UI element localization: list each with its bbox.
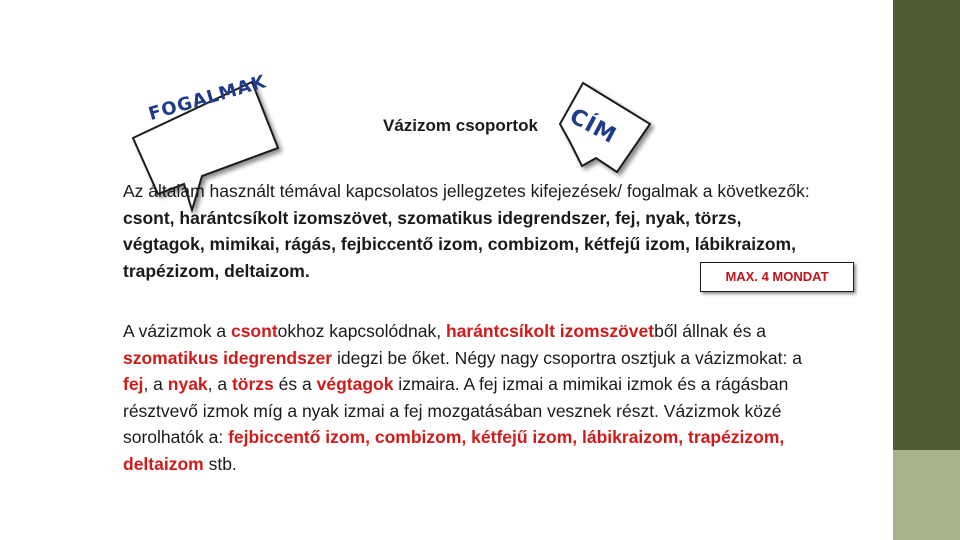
keyword-muscle-list: fejbiccentő izom, combizom, kétfejű izom, lábikraizom, trapézizom, deltaizom xyxy=(123,427,785,474)
summary-text: és a xyxy=(273,374,317,394)
keyword-harantcsikolt: harántcsíkolt izomszövet xyxy=(445,321,655,341)
summary-text: okhoz kapcsolódnak, xyxy=(277,321,446,341)
summary-paragraph xyxy=(123,318,823,477)
page-title: Vázizom csoportok xyxy=(383,116,538,135)
terms-list: csont, harántcsíkolt izomszövet, szomatikus idegrendszer, fej, nyak, törzs, végtagok, mimikai, rágás, fejbiccentő izom, combizom, kétfejű izom, lábikraizom, trapézizom, deltaizom. xyxy=(123,207,796,281)
keyword-nyak: nyak xyxy=(167,374,208,394)
summary-text: izmaira. A fej izmai a mimikai izmok és a rágásban résztvevő izmok míg a nyak izmai a fej mozgatásában vesznek részt. Vázizmok közé sorolhatók a: xyxy=(123,374,789,447)
keyword-csont: csont xyxy=(230,321,278,341)
summary-text: idegzi be őket. Négy nagy csoportra osztjuk a vázizmokat: a xyxy=(332,347,802,368)
summary-text: , a xyxy=(207,374,232,394)
fogalmak-label: FOGALMAK xyxy=(146,71,269,125)
summary-text: A vázizmok a xyxy=(123,321,231,341)
terms-intro: Az általam használt témával kapcsolatos jellegzetes kifejezések/ fogalmak a következők: xyxy=(123,181,810,201)
keyword-vegtagok: végtagok xyxy=(316,374,394,394)
keyword-torzs: törzs xyxy=(231,374,274,394)
max-sentences-badge: MAX. 4 MONDAT xyxy=(700,262,854,292)
cim-label: CÍM xyxy=(565,104,621,150)
summary-text: , a xyxy=(143,374,168,394)
keyword-fej: fej xyxy=(123,374,144,394)
summary-text: ből állnak és a xyxy=(654,321,766,341)
keyword-szomatikus: szomatikus idegrendszer xyxy=(123,347,333,368)
summary-text: stb. xyxy=(203,453,237,474)
